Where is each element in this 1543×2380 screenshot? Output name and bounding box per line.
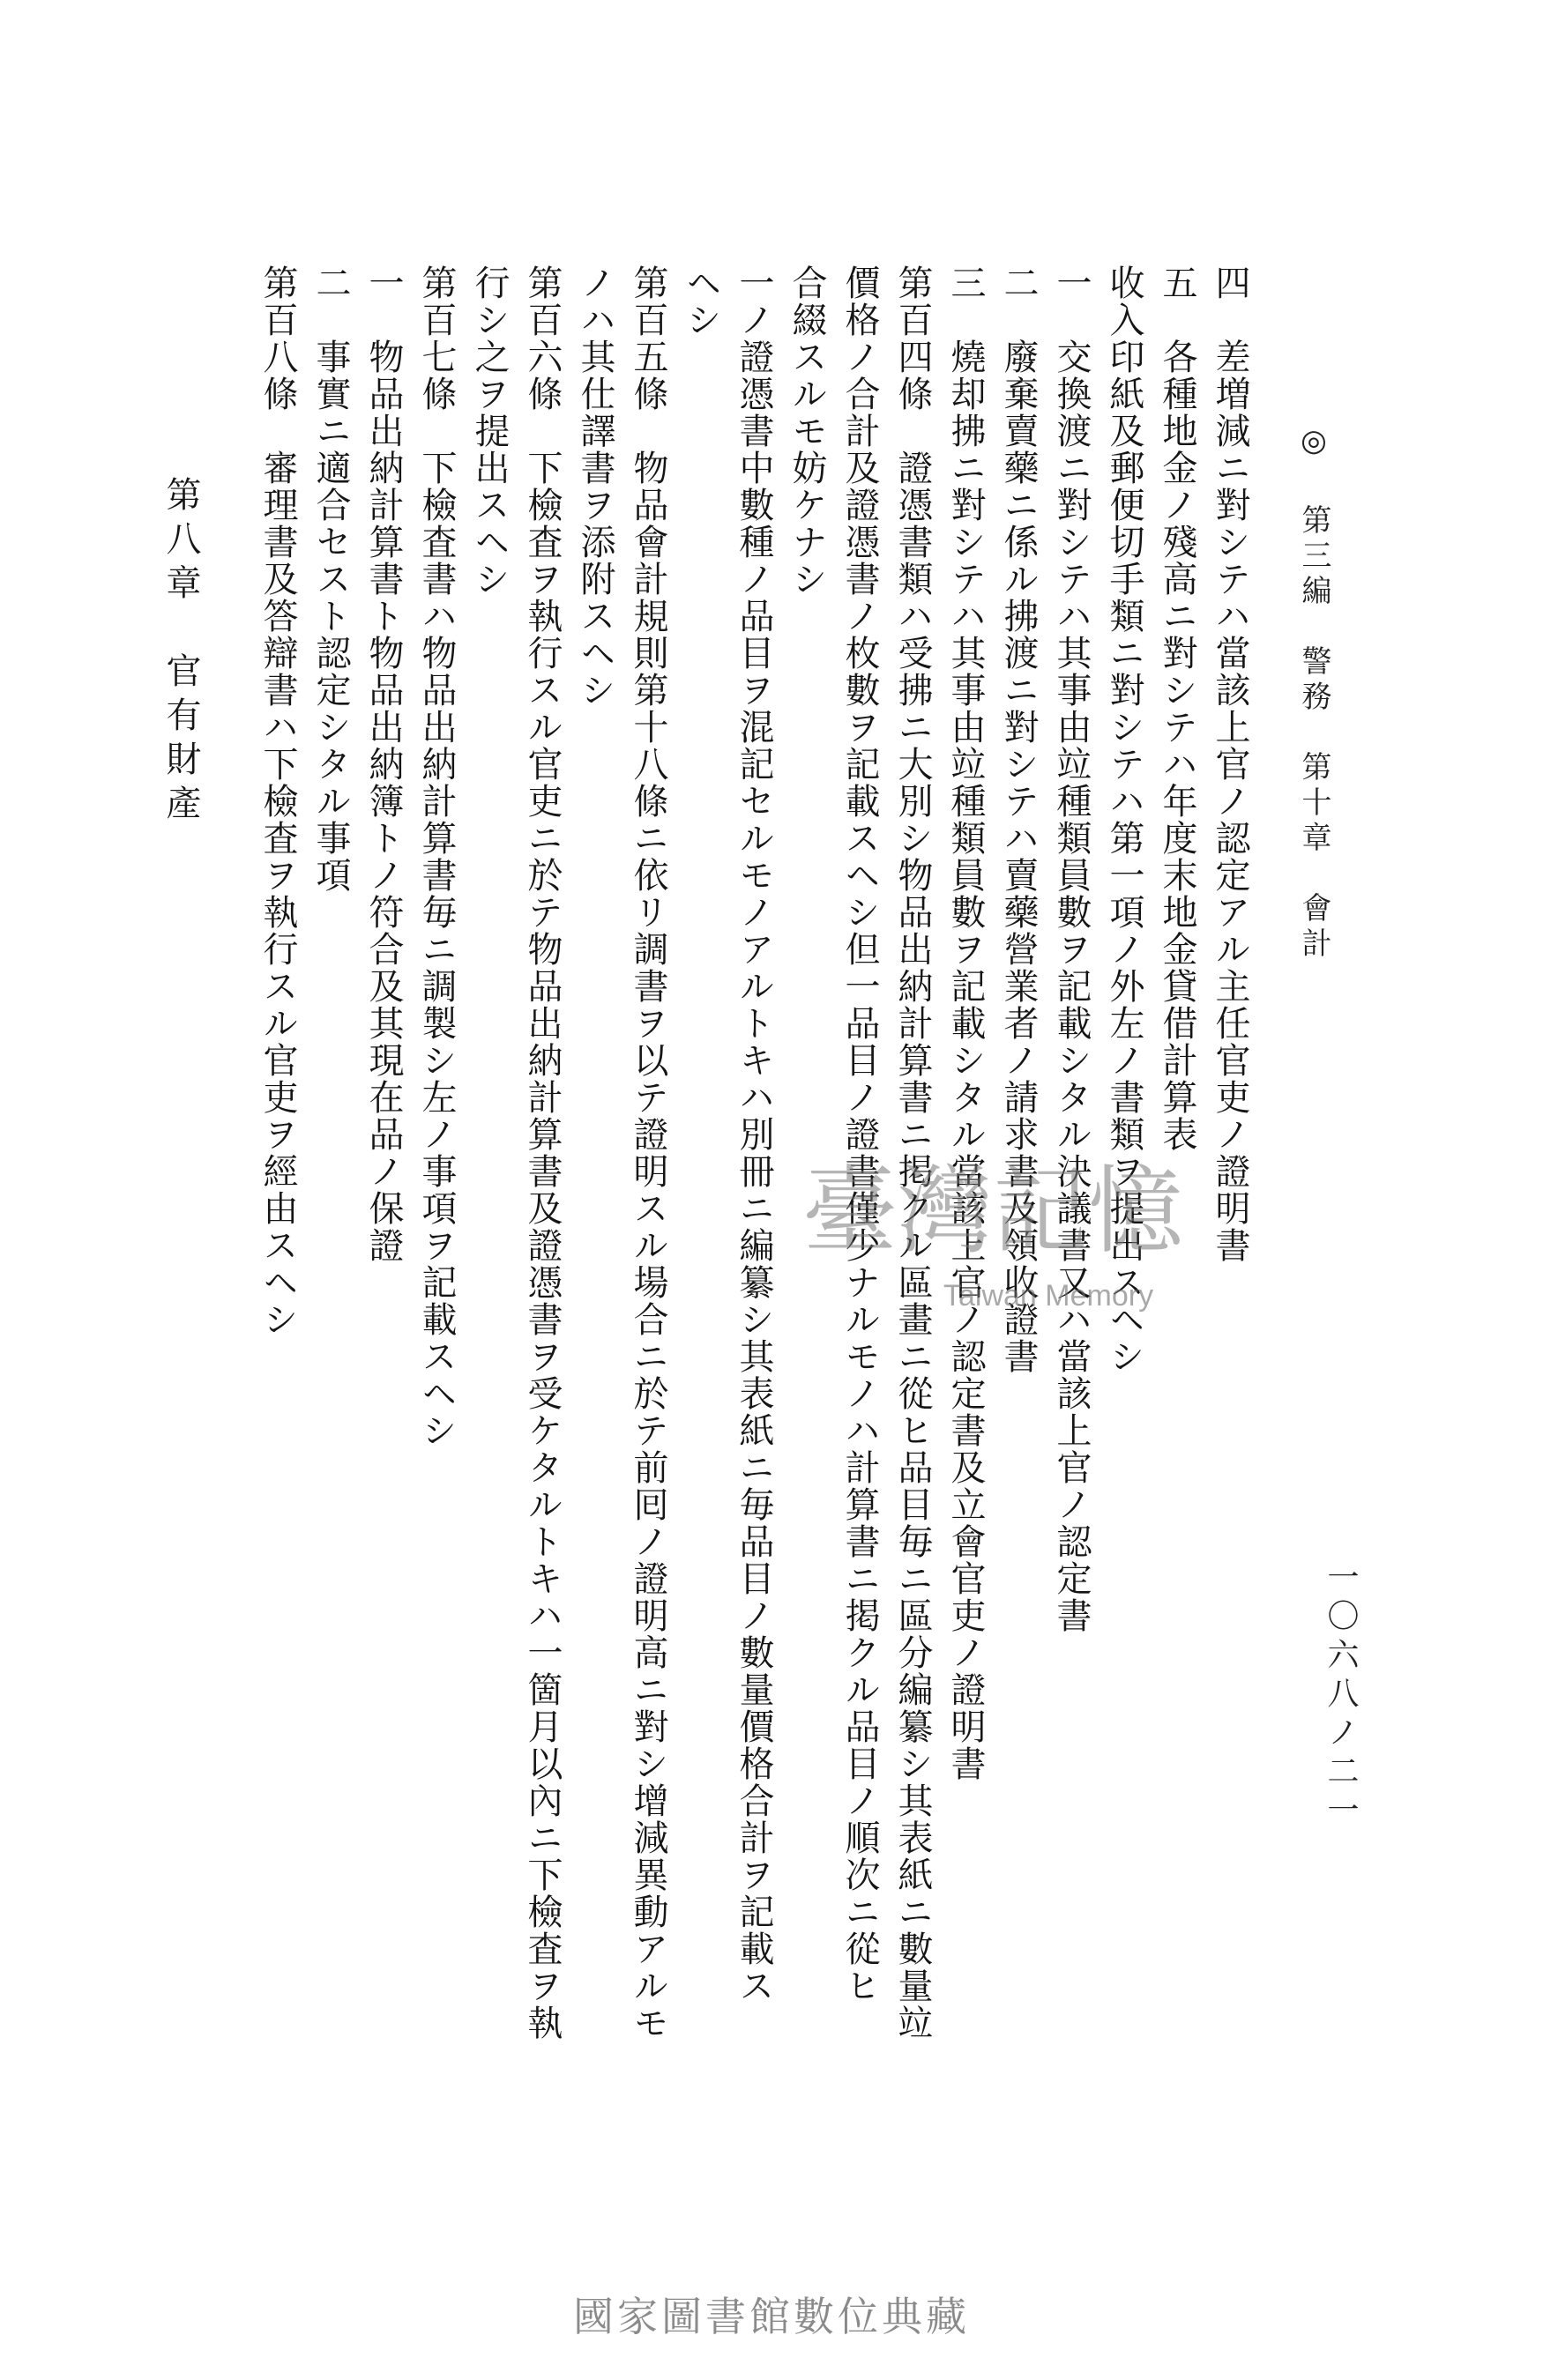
text-column-9: 合綴スルモ妨ケナシ [786,264,827,598]
text-column-3: 收入印紙及郵便切手類ニ對シテハ第一項ノ外左ノ書類ヲ提出スヘシ [1104,264,1144,1375]
running-header: ◎ 第三編 警務 第十章 會計 [1296,423,1331,963]
text-column-8: 價格ノ合計及證憑書ノ枚數ヲ記載スヘシ但一品目ノ證書僅少ナルモノハ計算書ニ掲クル品目ノ順次ニ從ヒ [839,264,880,2004]
page-number: 一〇六八ノ二一 [1323,1560,1359,1832]
text-column-5: 二 廢棄賣藥ニ係ル拂渡ニ對シテハ賣藥營業者ノ請求書及領收證書 [998,264,1039,1375]
text-column-15: 行シ之ヲ提出スヘシ [469,264,510,598]
article-107: 第百七條 下檢査書ハ物品出納計算書毎ニ調製シ左ノ事項ヲ記載スヘシ [416,264,457,1449]
article-104: 第百四條 證憑書類ハ受拂ニ大別シ物品出納計算書ニ掲クル區畫ニ從ヒ品目毎ニ區分編纂シ其表紙ニ數量竝 [892,264,933,2042]
text-column-6: 三 燒却拂ニ對シテハ其事由竝種類員數ヲ記載シタル當該上官ノ認定書及立會官吏ノ證明書 [945,264,986,1782]
text-column-18: 二 事實ニ適合セスト認定シタル事項 [310,264,351,894]
footer-collection-label: 國家圖書館數位典藏 [573,2293,970,2340]
article-105: 第百五條 物品會計規則第十八條ニ依リ調書ヲ以テ證明スル場合ニ於テ前囘ノ證明高ニ對シ增減異動アルモ [628,264,668,2042]
text-column-2: 五 各種地金ノ殘高ニ對シテハ年度末地金貸借計算表 [1157,264,1197,1153]
chapter-heading: 第八章 官有財產 [160,476,201,829]
text-column-13: ノハ其仕譯書ヲ添附スヘシ [575,264,615,709]
watermark-subtext: Taiwan Memory [943,1279,1154,1313]
article-106: 第百六條 下檢査ヲ執行スル官吏ニ於テ物品出納計算書及證憑書ヲ受ケタルトキハ一箇月以內ニ下檢査ヲ執 [522,264,563,2042]
text-column-11: ヘシ [681,264,721,338]
text-column-10: 一ノ證憑書中數種ノ品目ヲ混記セルモノアルトキハ別冊ニ編纂シ其表紙ニ毎品目ノ數量價格合計ヲ記載ス [734,264,774,2004]
text-column-4: 一 交換渡ニ對シテハ其事由竝種類員數ヲ記載シタル決議書又ハ當該上官ノ認定書 [1051,264,1092,1634]
text-column-1: 四 差増減ニ對シテハ當該上官ノ認定アル主任官吏ノ證明書 [1210,264,1250,1264]
article-108: 第百八條 審理書及答辯書ハ下檢査ヲ執行スル官吏ヲ經由スヘシ [257,264,298,1338]
text-column-17: 一 物品出納計算書ト物品出納簿トノ符合及其現在品ノ保證 [363,264,404,1264]
watermark-text: 臺灣記憶 [802,1157,1184,1267]
